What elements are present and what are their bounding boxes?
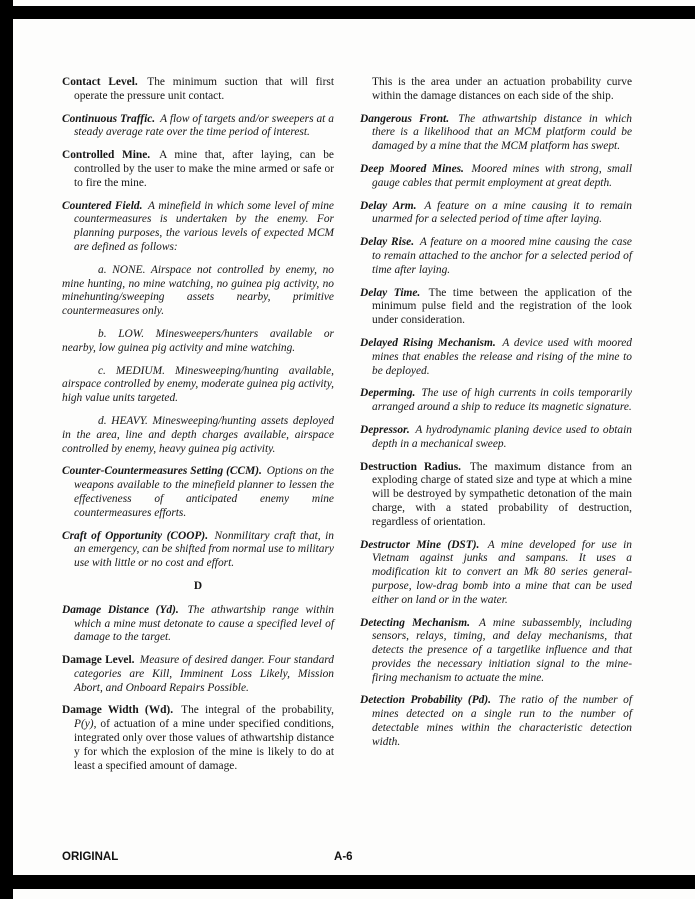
entry-term: Contact Level.	[62, 76, 138, 88]
entry-definition: A feature on a moored mine causing the case to remain attached to the anchor for a selected period of time after laying.	[372, 236, 632, 276]
entry-definition: The time between the application of the minimum pulse field and the registration of the look under consideration.	[372, 286, 632, 327]
entry-definition-post: , of actuation of a mine under specified conditions, integrated only over those values of athwartship distance y for which the explosion of the mine is likely to do at least a specified amount of damage.	[74, 718, 334, 772]
entry-term: Damage Level.	[62, 654, 135, 667]
entry-damage-distance	[62, 604, 334, 645]
entry-damage-width	[62, 704, 334, 773]
entry-term: Depressor.	[360, 423, 410, 436]
entry-term: Craft of Opportunity (COOP).	[62, 529, 209, 542]
entry-definition: The minimum suction that will first operate the pressure unit contact.	[74, 76, 334, 102]
page-footer	[62, 851, 632, 863]
entry-definition: The maximum distance from an exploding charge of stated size and type at which a mine will be destroyed by sympathetic detonation of the main charge, with a stated probability of destruction, regardless of orientation.	[372, 460, 632, 528]
probability-variable: P(y)	[74, 718, 94, 731]
entry-definition: A mine developed for use in Vietnam against junks and sampans. It uses a modification kit to convert an Mk 80 series general-purpose, low-drag bomb into a mine that can be used either on land or in the water.	[372, 538, 632, 606]
entry-detecting-mechanism	[360, 617, 632, 686]
entry-definition: The use of high currents in coils temporarily arranged around a ship to reduce its magnetic signature.	[372, 387, 632, 414]
footer-original-label: ORIGINAL	[62, 851, 119, 863]
scan-edge-top	[0, 6, 695, 19]
entry-term: Countered Field.	[62, 199, 143, 212]
entry-term: Continuous Traffic.	[62, 112, 156, 125]
damage-width-continuation	[360, 76, 632, 104]
entry-dangerous-front	[360, 113, 632, 154]
entry-definition: A flow of targets and/or sweepers at a steady average rate over the time period of interest.	[74, 112, 334, 139]
entry-controlled-mine	[62, 149, 334, 190]
entry-ccm	[62, 465, 334, 520]
entry-definition: A hydrodynamic planing device used to obtain depth in a mechanical sweep.	[372, 423, 632, 450]
countered-field-level-a: a. NONE. Airspace not controlled by enemy, no mine hunting, no mine watching, no guinea pig activity, no minehunting/sweeping assets nearby, primitive countermeasures only.	[62, 263, 334, 318]
entry-destruction-radius	[360, 461, 632, 530]
entry-delay-rise	[360, 236, 632, 277]
countered-field-level-c: c. MEDIUM. Minesweeping/hunting available, airspace controlled by enemy, moderate guinea pig activity, high value units targeted.	[62, 364, 334, 405]
scan-edge-bottom	[0, 875, 695, 889]
section-letter-d: D	[193, 579, 203, 592]
entry-term: Delay Arm.	[360, 199, 417, 212]
right-column	[360, 76, 632, 782]
entry-term: Destructor Mine (DST).	[360, 538, 480, 551]
entry-definition: The ratio of the number of mines detected on a single run to the number of detectable mines within the characteristic detection width.	[372, 694, 632, 748]
entry-delay-time	[360, 287, 632, 328]
entry-definition: Options on the weapons available to the minefield planner to lessen the effectiveness of anticipated enemy mine countermeasures efforts.	[74, 465, 334, 519]
entry-term: Detection Probability (Pd).	[360, 694, 491, 707]
entry-term: Damage Width (Wd).	[62, 704, 174, 717]
entry-definition: A feature on a mine causing it to remain unarmed for a selected period of time after laying.	[372, 199, 632, 226]
entry-coop	[62, 530, 334, 571]
countered-field-level-b: b. LOW. Minesweepers/hunters available or nearby, low guinea pig activity and mine watching.	[62, 327, 334, 354]
continuation-text: This is the area under an actuation probability curve within the damage distances on each side of the ship.	[372, 76, 632, 102]
entry-definition: The athwartship range within which a mine must detonate to cause a specified level of damage to the target.	[74, 603, 334, 644]
entry-term: Delay Time.	[360, 286, 421, 299]
entry-term: Dangerous Front.	[360, 112, 450, 125]
countered-field-level-d: d. HEAVY. Minesweeping/hunting assets deployed in the area, line and depth charges available, airspace controlled by enemy, heavy guinea pig activity.	[62, 414, 334, 455]
entry-definition: A minefield in which some level of mine countermeasures is undertaken by the enemy. For planning purposes, the various levels of expected MCM are defined as follows:	[74, 199, 334, 253]
entry-delayed-rising-mechanism	[360, 337, 632, 378]
entry-continuous-traffic	[62, 113, 334, 141]
entry-definition-pre: The integral of the probability,	[181, 704, 334, 717]
entry-contact-level	[62, 76, 334, 104]
entry-term: Damage Distance (Yd).	[62, 603, 179, 616]
entry-destructor-mine	[360, 539, 632, 608]
entry-definition: A device used with moored mines that enables the release and rising of the mine to be deployed.	[372, 336, 632, 377]
entry-term: Controlled Mine.	[62, 149, 151, 162]
entry-definition: Measure of desired danger. Four standard categories are Kill, Imminent Loss Likely, Mission Abort, and Onboard Repairs Possible.	[74, 654, 334, 694]
entry-detection-probability	[360, 694, 632, 749]
entry-term: Counter-Countermeasures Setting (CCM).	[62, 465, 262, 478]
entry-term: Deperming.	[360, 387, 416, 400]
left-column	[62, 76, 334, 782]
entry-damage-level	[62, 654, 334, 695]
entry-deep-moored-mines	[360, 163, 632, 191]
entry-definition: Moored mines with strong, small gauge cables that permit employment at great depth.	[372, 162, 632, 189]
scan-edge-left	[0, 0, 13, 899]
entry-delay-arm	[360, 200, 632, 228]
entry-term: Destruction Radius.	[360, 460, 461, 473]
footer-page-number: A-6	[334, 851, 353, 863]
entry-term: Delayed Rising Mechanism.	[360, 336, 496, 349]
entry-term: Delay Rise.	[360, 236, 415, 249]
entry-definition: The athwartship distance in which there is a likelihood that an MCM platform could be damaged by a mine that the MCM platform has swept.	[372, 112, 632, 153]
entry-definition: A mine that, after laying, can be controlled by the user to make the mine armed or safe or to fire the mine.	[74, 149, 334, 189]
entry-countered-field	[62, 200, 334, 255]
glossary-content	[62, 76, 632, 782]
entry-depressor	[360, 424, 632, 452]
entry-definition: Nonmilitary craft that, in an emergency, can be shifted from normal use to military use with little or no cost and effort.	[74, 529, 335, 570]
entry-definition: A mine subassembly, including sensors, relays, timing, and delay mechanisms, that detects the presence of a targetlike influence and that provides the necessary initiation signal to the mine-firing mechanism to actuate the mine.	[372, 616, 632, 684]
entry-deperming	[360, 387, 632, 415]
entry-term: Deep Moored Mines.	[360, 162, 464, 175]
entry-term: Detecting Mechanism.	[360, 616, 470, 629]
